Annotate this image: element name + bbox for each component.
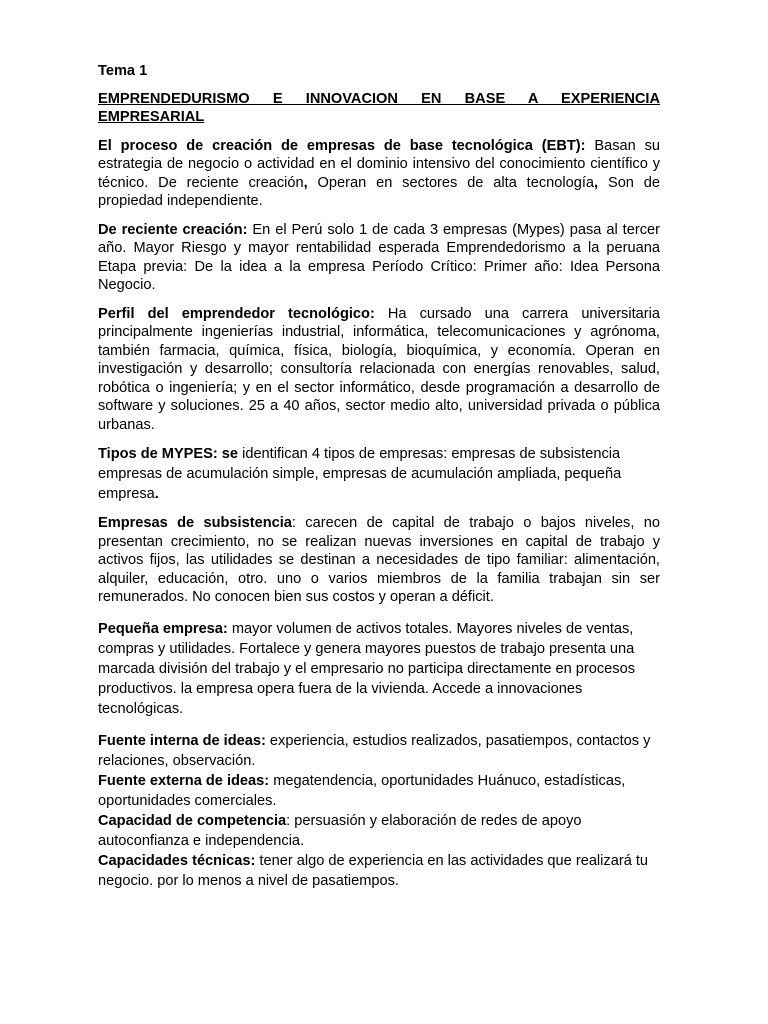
paragraph-empresas-subsistencia: Empresas de subsistencia: carecen de capital de trabajo o bajos niveles, no presentan crecimiento, no se realizan nuevas inversiones en capital de trabajo y activos fijos, las utilidades se destinan a necesidades de tipo familiar: alimentación, alquiler, educación, otro. uno o varios miembros de la familia trabajan sin ser remunerados. No conocen bien sus costos y operan a déficit. bbox=[98, 515, 660, 605]
paragraph-reciente-creacion: De reciente creación: En el Perú solo 1 de cada 3 empresas (Mypes) pasa al tercer año. Mayor Riesgo y mayor rentabilidad esperada Emprendedorismo a la peruana Etapa previa: De la idea a la empresa Período Crítico: Primer año: Idea Persona Negocio. bbox=[98, 221, 660, 293]
paragraph-label: Empresas de subsistencia bbox=[98, 515, 292, 531]
paragraph-label: Fuente interna de ideas: bbox=[98, 732, 266, 749]
section-heading-line2: EMPRESARIAL bbox=[98, 109, 205, 125]
paragraph-fuente-interna: Fuente interna de ideas: experiencia, estudios realizados, pasatiempos, contactos y relaciones, observación. bbox=[98, 732, 651, 769]
paragraph-fuente-externa: Fuente externa de ideas: megatendencia, oportunidades Huánuco, estadísticas, oportunidades comerciales. bbox=[98, 772, 626, 809]
paragraph-ebt: El proceso de creación de empresas de base tecnológica (EBT): Basan su estrategia de negocio o actividad en el dominio intensivo del conocimiento científico y técnico. De reciente creación, Operan en sectores de alta tecnología, Son de propiedad independiente. bbox=[98, 137, 661, 209]
section-heading-line1: EMPRENDEDURISMO E INNOVACION EN BASE A EXPERIENCIA bbox=[98, 90, 660, 107]
paragraph-label: Capacidad de competencia bbox=[98, 812, 287, 829]
section-heading bbox=[98, 90, 660, 127]
paragraph-capacidades-tecnicas: Capacidades técnicas: tener algo de experiencia en las actividades que realizará tu negocio. por lo menos a nivel de pasatiempos. bbox=[98, 852, 649, 889]
page-title: Tema 1 bbox=[98, 63, 148, 79]
paragraph-label: De reciente creación: bbox=[98, 221, 248, 238]
paragraph-label: Tipos de MYPES: se bbox=[98, 446, 239, 462]
paragraph-tipos-mypes: Tipos de MYPES: se identifican 4 tipos de empresas: empresas de subsistencia empresas de acumulación simple, empresas de acumulación ampliada, pequeña empresa. bbox=[98, 446, 622, 502]
paragraph-perfil-emprendedor: Perfil del emprendedor tecnológico: Ha cursado una carrera universitaria principalmente ingenierías industrial, informática, telecomunicaciones y agrónoma, también farmacia, química, física, biología, bioquímica, y economía. Operan en investigación y desarrollo; consultoría relacionada con energías renovables, salud, robótica o ingeniería; y en el sector informático, desde programación a desarrollo de software y soluciones. 25 a 40 años, sector medio alto, universidad privada o pública urbanas. bbox=[98, 305, 660, 433]
paragraph-label: Fuente externa de ideas: bbox=[98, 772, 270, 789]
paragraph-capacidad-competencia: Capacidad de competencia: persuasión y elaboración de redes de apoyo autoconfianza e independencia. bbox=[98, 812, 582, 849]
paragraph-label: Pequeña empresa: bbox=[98, 620, 228, 637]
paragraph-label: Capacidades técnicas: bbox=[98, 852, 256, 869]
paragraph-label: El proceso de creación de empresas de base tecnológica (EBT): bbox=[98, 137, 586, 154]
paragraph-label: Perfil del emprendedor tecnológico: bbox=[98, 305, 375, 322]
paragraph-pequena-empresa: Pequeña empresa: mayor volumen de activos totales. Mayores niveles de ventas, compras y utilidades. Fortalece y genera mayores puestos de trabajo presenta una marcada división del trabajo y el empresario no participa directamente en procesos productivos. la empresa opera fuera de la vivienda. Accede a innovaciones tecnológicas. bbox=[98, 620, 636, 717]
